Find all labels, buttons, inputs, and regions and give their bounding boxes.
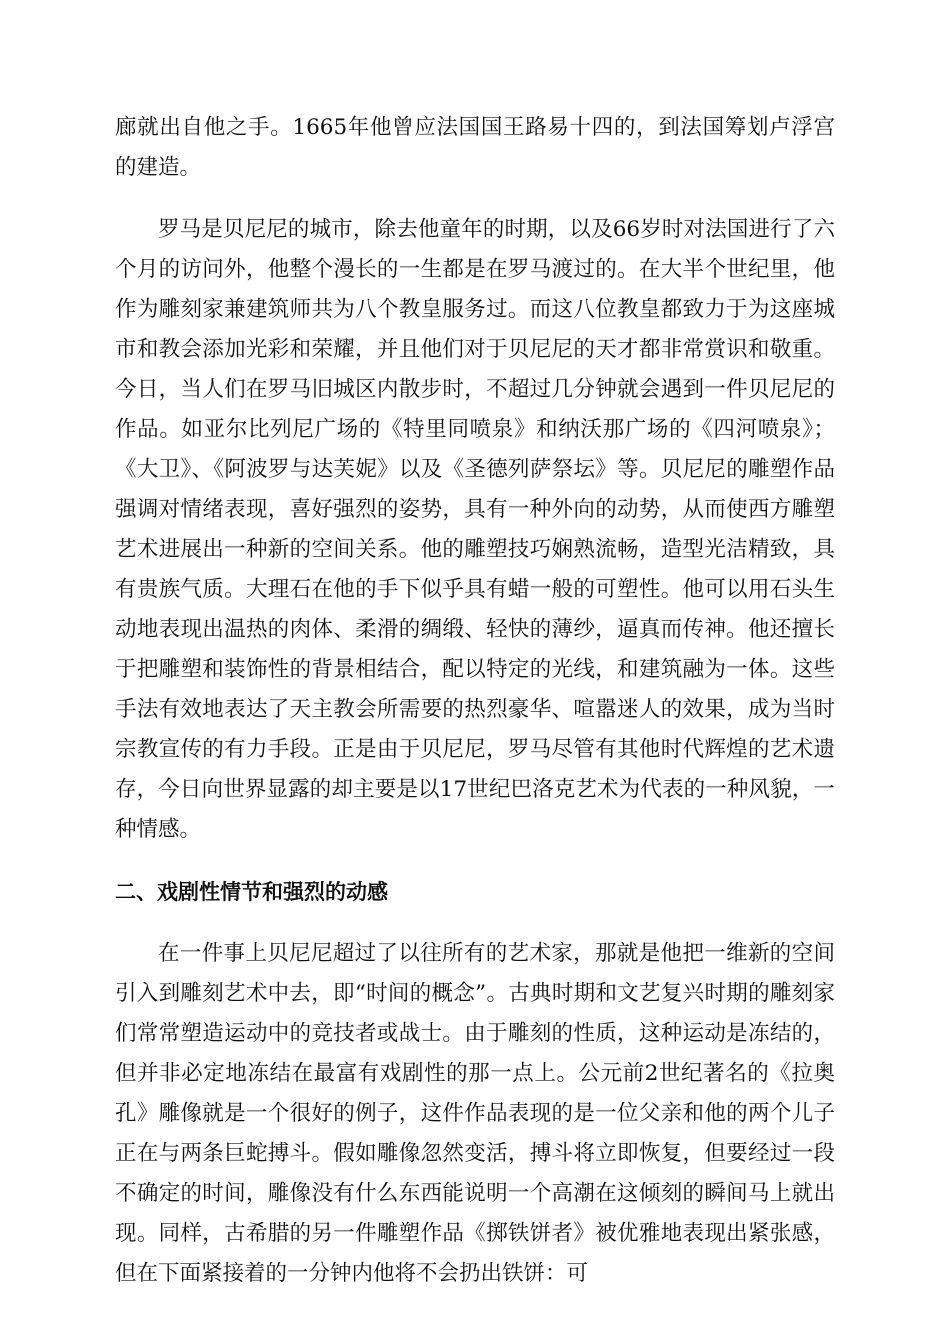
paragraph-gap xyxy=(115,912,835,934)
paragraph-time-concept: 在一件事上贝尼尼超过了以往所有的艺术家，那就是他把一维新的空间引入到雕刻艺术中去，即“时间的概念”。古典时期和文艺复兴时期的雕刻家们常常塑造运动中的竞技者或战士。由于雕刻的性质，这种运动是冻结的，但并非必定地冻结在最富有戏剧性的那一点上。公元前2世纪著名的《拉奥孔》雕像就是一个很好的例子，这件作品表现的是一位父亲和他的两个儿子正在与两条巨蛇搏斗。假如雕像忽然变活，搏斗将立即恢复，但要经过一段不确定的时间，雕像没有什么东西能说明一个高潮在这倾刻的瞬间马上就出现。同样，古希腊的另一件雕塑作品《掷铁饼者》被优雅地表现出紧张感，但在下面紧接着的一分钟内他将不会扔出铁饼：可 xyxy=(115,941,835,1286)
paragraph-gap xyxy=(115,850,835,872)
paragraph-gap xyxy=(115,188,835,210)
document-page xyxy=(115,108,835,1294)
paragraph-rome-bernini: 罗马是贝尼尼的城市，除去他童年的时期，以及66岁时对法国进行了六个月的访问外，他整个漫长的一生都是在罗马渡过的。在大半个世纪里，他作为雕刻家兼建筑师共为八个教皇服务过。而这八位教皇都致力于为这座城市和教会添加光彩和荣耀，并且他们对于贝尼尼的天才都非常赏识和敬重。今日，当人们在罗马旧城区内散步时，不超过几分钟就会遇到一件贝尼尼的作品。如亚尔比列尼广场的《特里同喷泉》和纳沃那广场的《四河喷泉》；《大卫》、《阿波罗与达芙妮》以及《圣德列萨祭坛》等。贝尼尼的雕塑作品强调对情绪表现，喜好强烈的姿势，具有一种外向的动势，从而使西方雕塑艺术进展出一种新的空间关系。他的雕塑技巧娴熟流畅，造型光洁精致，具有贵族气质。大理石在他的手下似乎具有蜡一般的可塑性。他可以用石头生动地表现出温热的肉体、柔滑的绸缎、轻快的薄纱，逼真而传神。他还擅长于把雕塑和装饰性的背景相结合，配以特定的光线，和建筑融为一体。这些手法有效地表达了天主教会所需要的热烈豪华、喧嚣迷人的效果，成为当时宗教宣传的有力手段。正是由于贝尼尼，罗马尽管有其他时代辉煌的艺术遗存，今日向世界显露的却主要是以17世纪巴洛克艺术为代表的一种风貌，一种情感。 xyxy=(115,217,835,842)
paragraph-continuation: 廊就出自他之手。1665年他曾应法国国王路易十四的，到法国筹划卢浮宫的建造。 xyxy=(115,115,835,180)
section-heading: 二、戏剧性情节和强烈的动感 xyxy=(115,880,388,904)
